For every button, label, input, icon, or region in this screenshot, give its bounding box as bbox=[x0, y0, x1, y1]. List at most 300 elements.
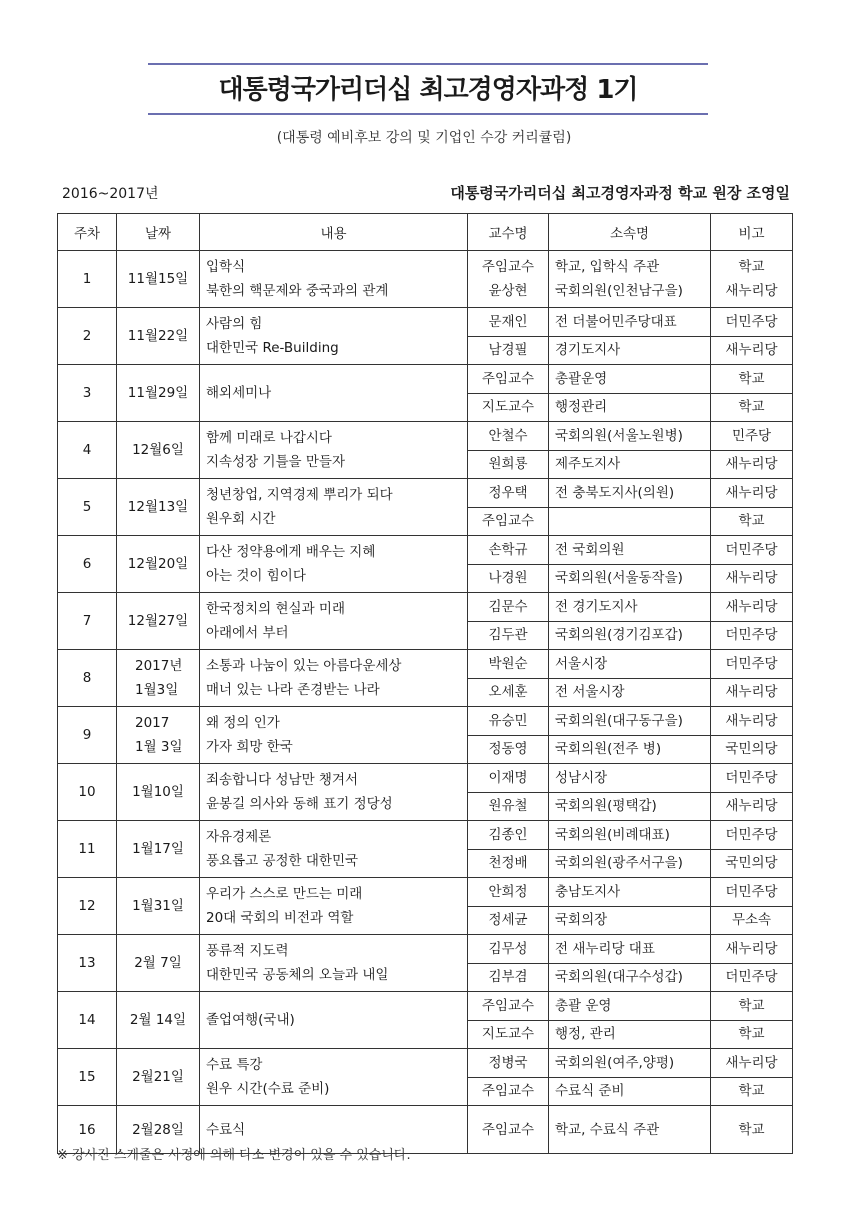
table-row bbox=[58, 593, 793, 622]
cell-line: 전 새누리당 대표 bbox=[555, 940, 655, 957]
header-row bbox=[58, 214, 793, 251]
cell-line: 주임교수 bbox=[481, 997, 535, 1014]
week-number: 16 bbox=[58, 1106, 117, 1154]
professor-cell bbox=[468, 849, 549, 878]
cell-line: 1월3일 bbox=[135, 682, 179, 698]
affiliation-cell bbox=[549, 992, 711, 1021]
affiliation-cell bbox=[549, 678, 711, 707]
cell-line: 학교, 입학식 주관 bbox=[555, 259, 660, 275]
cell-line: 국회의원(비례대표) bbox=[555, 826, 670, 843]
cell-line: 김두관 bbox=[488, 627, 528, 644]
affiliation-cell bbox=[549, 365, 711, 394]
cell-line: 지도교수 bbox=[481, 399, 535, 416]
cell-line: 수료식 bbox=[206, 1121, 246, 1138]
week-number: 15 bbox=[58, 1049, 117, 1106]
cell-line: 국회의원(광주서구을) bbox=[555, 855, 683, 872]
cell-line: 학교 bbox=[738, 399, 765, 416]
affiliation-cell bbox=[549, 821, 711, 850]
affiliation-cell bbox=[549, 422, 711, 451]
week-date bbox=[117, 593, 200, 650]
cell-line: 국회의원(대구동구을) bbox=[555, 712, 683, 729]
week-date bbox=[117, 821, 200, 878]
col-header-note: 비고 bbox=[711, 214, 793, 251]
table-row bbox=[58, 764, 793, 793]
note-cell bbox=[711, 308, 793, 337]
cell-line: 한국정치의 현실과 미래 bbox=[206, 601, 345, 617]
cell-line: 12월20일 bbox=[127, 556, 189, 572]
week-number: 14 bbox=[58, 992, 117, 1049]
title-rule-top bbox=[148, 63, 708, 65]
affiliation-cell bbox=[549, 479, 711, 508]
professor-cell bbox=[468, 735, 549, 764]
cell-line: 정우택 bbox=[488, 484, 528, 501]
cell-line: 국회의원(서울노원병) bbox=[555, 427, 683, 444]
table-row bbox=[58, 707, 793, 736]
cell-line: 김문수 bbox=[488, 598, 528, 615]
professor-cell bbox=[468, 1049, 549, 1078]
affiliation-cell bbox=[549, 963, 711, 992]
cell-line: 박원순 bbox=[488, 655, 528, 672]
cell-line: 졸업여행(국내) bbox=[206, 1012, 295, 1028]
professor-cell bbox=[468, 650, 549, 679]
cell-line: 전 국회의원 bbox=[555, 541, 625, 558]
cell-line: 정동영 bbox=[488, 741, 528, 758]
cell-line: 매너 있는 나라 존경받는 나라 bbox=[206, 682, 380, 698]
affiliation-cell bbox=[549, 735, 711, 764]
table-row bbox=[58, 650, 793, 679]
cell-line: 주임교수 bbox=[481, 370, 535, 387]
cell-line: 성남시장 bbox=[555, 769, 608, 786]
cell-line: 새누리당 bbox=[725, 598, 778, 615]
affiliation-cell bbox=[549, 593, 711, 622]
note-cell bbox=[711, 593, 793, 622]
week-date bbox=[117, 365, 200, 422]
professor-cell bbox=[468, 336, 549, 365]
cell-line: 윤봉길 의사와 동해 표기 정당성 bbox=[206, 796, 393, 812]
cell-line: 2월21일 bbox=[132, 1069, 184, 1085]
program-year: 2016~2017년 bbox=[62, 186, 159, 202]
affiliation-cell bbox=[549, 1077, 711, 1106]
cell-line: 새누리당 bbox=[725, 712, 778, 729]
cell-line: 1월31일 bbox=[132, 898, 184, 914]
professor-cell bbox=[468, 365, 549, 394]
note-cell bbox=[711, 992, 793, 1021]
cell-line: 경기도지사 bbox=[555, 342, 621, 359]
cell-line: 풍요롭고 공정한 대한민국 bbox=[206, 853, 359, 869]
note-cell bbox=[711, 536, 793, 565]
cell-line: 국회의원(대구수성갑) bbox=[555, 969, 683, 986]
col-header-week: 주차 bbox=[58, 214, 117, 251]
cell-line: 윤상현 bbox=[488, 283, 528, 299]
professor-cell bbox=[468, 422, 549, 451]
table-row bbox=[58, 479, 793, 508]
professor-cell bbox=[468, 536, 549, 565]
professor-cell bbox=[468, 450, 549, 479]
cell-line: 11월22일 bbox=[127, 328, 189, 344]
note-cell bbox=[711, 764, 793, 793]
note-cell bbox=[711, 1106, 793, 1154]
schedule-body bbox=[58, 251, 793, 1154]
week-number: 8 bbox=[58, 650, 117, 707]
cell-line: 국회의원(전주 병) bbox=[555, 741, 662, 758]
cell-line: 이재명 bbox=[488, 769, 528, 786]
cell-line: 더민주당 bbox=[725, 883, 778, 900]
week-date bbox=[117, 707, 200, 764]
cell-line: 국회의원(평택갑) bbox=[555, 798, 657, 815]
affiliation-cell bbox=[549, 251, 711, 308]
cell-line: 김부겸 bbox=[488, 969, 528, 986]
cell-line: 원우회 시간 bbox=[206, 511, 276, 527]
cell-line: 더민주당 bbox=[725, 313, 778, 330]
cell-line: 주임교수 bbox=[481, 513, 535, 530]
cell-line: 김종인 bbox=[488, 826, 528, 843]
week-date bbox=[117, 992, 200, 1049]
cell-line: 수료 특강 bbox=[206, 1057, 263, 1073]
cell-line: 해외세미나 bbox=[206, 385, 272, 401]
cell-line: 입학식 bbox=[206, 259, 246, 275]
note-cell bbox=[711, 422, 793, 451]
cell-line: 1월17일 bbox=[132, 841, 184, 857]
cell-line: 오세훈 bbox=[488, 684, 528, 701]
cell-line: 더민주당 bbox=[725, 969, 778, 986]
week-date bbox=[117, 878, 200, 935]
week-date bbox=[117, 536, 200, 593]
cell-line: 학교 bbox=[738, 1121, 765, 1138]
professor-cell bbox=[468, 963, 549, 992]
week-content bbox=[200, 536, 468, 593]
cell-line: 북한의 핵문제와 중국과의 관계 bbox=[206, 283, 389, 299]
cell-line: 전 더불어민주당대표 bbox=[555, 313, 677, 330]
principal-line: 대통령국가리더십 최고경영자과정 학교 원장 조영일 bbox=[450, 184, 790, 202]
cell-line: 더민주당 bbox=[725, 769, 778, 786]
week-content bbox=[200, 764, 468, 821]
affiliation-cell bbox=[549, 336, 711, 365]
cell-line: 2017 bbox=[135, 715, 170, 731]
cell-line: 지속성장 기틀을 만들자 bbox=[206, 454, 345, 470]
professor-cell bbox=[468, 821, 549, 850]
cell-line: 학교 bbox=[738, 997, 765, 1014]
cell-line: 가자 희망 한국 bbox=[206, 739, 293, 755]
affiliation-cell bbox=[549, 1020, 711, 1049]
cell-line: 전 경기도지사 bbox=[555, 598, 638, 615]
week-number: 12 bbox=[58, 878, 117, 935]
note-cell bbox=[711, 650, 793, 679]
professor-cell bbox=[468, 764, 549, 793]
week-number: 7 bbox=[58, 593, 117, 650]
cell-line: 새누리당 bbox=[725, 1054, 778, 1071]
page-subtitle: (대통령 예비후보 강의 및 기업인 수강 커리큘럼) bbox=[276, 130, 572, 146]
week-content bbox=[200, 707, 468, 764]
cell-line: 국민의당 bbox=[725, 741, 778, 758]
week-number: 4 bbox=[58, 422, 117, 479]
cell-line: 11월29일 bbox=[127, 385, 189, 401]
affiliation-cell bbox=[549, 1106, 711, 1154]
professor-cell bbox=[468, 507, 549, 536]
note-cell bbox=[711, 849, 793, 878]
professor-cell bbox=[468, 1020, 549, 1049]
page-title: 대통령국가리더십 최고경영자과정 1기 bbox=[218, 75, 638, 105]
cell-line: 국회의원(여주,양평) bbox=[555, 1054, 675, 1071]
schedule-table bbox=[57, 213, 793, 1154]
cell-line: 12월6일 bbox=[132, 442, 184, 458]
cell-line: 제주도지사 bbox=[555, 456, 621, 473]
footnote: ※ 강사진 스케줄은 사정에 의해 다소 변경이 있을 수 있습니다. bbox=[57, 1148, 411, 1163]
week-date bbox=[117, 1049, 200, 1106]
cell-line: 국회의원(서울동작을) bbox=[555, 570, 683, 587]
professor-cell bbox=[468, 678, 549, 707]
note-cell bbox=[711, 1077, 793, 1106]
cell-line: 11월15일 bbox=[127, 271, 189, 287]
professor-cell bbox=[468, 878, 549, 907]
cell-line: 풍류적 지도력 bbox=[206, 943, 289, 959]
col-header-content: 내용 bbox=[200, 214, 468, 251]
affiliation-cell bbox=[549, 621, 711, 650]
professor-cell bbox=[468, 251, 549, 308]
cell-line: 2월 14일 bbox=[129, 1012, 187, 1028]
cell-line: 12월13일 bbox=[127, 499, 189, 515]
cell-line: 새누리당 bbox=[725, 484, 778, 501]
cell-line: 학교 bbox=[738, 1083, 765, 1100]
table-row bbox=[58, 878, 793, 907]
affiliation-cell bbox=[549, 764, 711, 793]
affiliation-cell bbox=[549, 1049, 711, 1078]
cell-line: 더민주당 bbox=[725, 826, 778, 843]
cell-line: 다산 정약용에게 배우는 지혜 bbox=[206, 544, 376, 560]
table-row bbox=[58, 935, 793, 964]
note-cell bbox=[711, 336, 793, 365]
professor-cell bbox=[468, 564, 549, 593]
week-date bbox=[117, 650, 200, 707]
professor-cell bbox=[468, 792, 549, 821]
week-content bbox=[200, 251, 468, 308]
cell-line: 새누리당 bbox=[725, 684, 778, 701]
week-date bbox=[117, 764, 200, 821]
cell-line: 김무성 bbox=[488, 940, 528, 957]
title-rule-bottom bbox=[148, 113, 708, 115]
professor-cell bbox=[468, 1106, 549, 1154]
affiliation-cell bbox=[549, 792, 711, 821]
table-row bbox=[58, 992, 793, 1021]
note-cell bbox=[711, 735, 793, 764]
cell-line: 천정배 bbox=[488, 855, 528, 872]
week-number: 11 bbox=[58, 821, 117, 878]
cell-line: 학교 bbox=[738, 1026, 765, 1043]
table-row bbox=[58, 1049, 793, 1078]
cell-line: 국회의장 bbox=[555, 912, 608, 929]
week-date bbox=[117, 935, 200, 992]
cell-line: 정병국 bbox=[488, 1054, 528, 1071]
week-content bbox=[200, 935, 468, 992]
cell-line: 2월 7일 bbox=[134, 955, 182, 971]
cell-line: 문재인 bbox=[488, 313, 528, 330]
cell-line: 충남도지사 bbox=[555, 883, 621, 900]
cell-line: 주임교수 bbox=[481, 1121, 535, 1138]
week-content bbox=[200, 1049, 468, 1106]
affiliation-cell bbox=[549, 707, 711, 736]
professor-cell bbox=[468, 308, 549, 337]
cell-line: 왜 정의 인가 bbox=[206, 715, 280, 731]
cell-line: 소통과 나눔이 있는 아름다운세상 bbox=[206, 658, 402, 674]
note-cell bbox=[711, 878, 793, 907]
cell-line: 지도교수 bbox=[481, 1026, 535, 1043]
note-cell bbox=[711, 621, 793, 650]
week-content bbox=[200, 593, 468, 650]
week-content bbox=[200, 365, 468, 422]
cell-line: 나경원 bbox=[488, 570, 528, 587]
week-number: 13 bbox=[58, 935, 117, 992]
col-header-date: 날짜 bbox=[117, 214, 200, 251]
note-cell bbox=[711, 906, 793, 935]
cell-line: 새누리당 bbox=[725, 570, 778, 587]
note-cell bbox=[711, 365, 793, 394]
cell-line: 새누리당 bbox=[725, 798, 778, 815]
week-content bbox=[200, 992, 468, 1049]
col-header-affiliation: 소속명 bbox=[549, 214, 711, 251]
cell-line: 정세균 bbox=[488, 912, 528, 929]
week-number: 2 bbox=[58, 308, 117, 365]
table-row bbox=[58, 536, 793, 565]
week-number: 6 bbox=[58, 536, 117, 593]
cell-line: 행정관리 bbox=[555, 399, 608, 416]
week-number: 3 bbox=[58, 365, 117, 422]
table-row bbox=[58, 365, 793, 394]
cell-line: 주임교수 bbox=[481, 1083, 535, 1100]
professor-cell bbox=[468, 992, 549, 1021]
cell-line: 아는 것이 힘이다 bbox=[206, 568, 306, 584]
cell-line: 더민주당 bbox=[725, 627, 778, 644]
cell-line: 청년창업, 지역경제 뿌리가 되다 bbox=[206, 487, 393, 503]
table-row bbox=[58, 308, 793, 337]
week-number: 9 bbox=[58, 707, 117, 764]
cell-line: 국민의당 bbox=[725, 855, 778, 872]
cell-line: 행정, 관리 bbox=[555, 1026, 616, 1043]
cell-line: 새누리당 bbox=[725, 342, 778, 359]
professor-cell bbox=[468, 906, 549, 935]
cell-line: 새누리당 bbox=[725, 283, 778, 299]
cell-line: 전 충북도지사(의원) bbox=[555, 484, 675, 501]
note-cell bbox=[711, 963, 793, 992]
week-content bbox=[200, 422, 468, 479]
cell-line: 새누리당 bbox=[725, 940, 778, 957]
note-cell bbox=[711, 507, 793, 536]
week-number: 5 bbox=[58, 479, 117, 536]
cell-line: 더민주당 bbox=[725, 541, 778, 558]
week-content bbox=[200, 821, 468, 878]
week-date bbox=[117, 251, 200, 308]
week-content bbox=[200, 479, 468, 536]
note-cell bbox=[711, 678, 793, 707]
cell-line: 안희정 bbox=[488, 883, 528, 900]
cell-line: 1월10일 bbox=[132, 784, 184, 800]
affiliation-cell bbox=[549, 564, 711, 593]
cell-line: 총괄 운영 bbox=[555, 997, 612, 1014]
cell-line: 대한민국 공동체의 오늘과 내일 bbox=[206, 967, 389, 983]
note-cell bbox=[711, 450, 793, 479]
cell-line: 죄송합니다 성남만 챙겨서 bbox=[206, 772, 359, 788]
cell-line: 2월28일 bbox=[132, 1121, 184, 1138]
note-cell bbox=[711, 792, 793, 821]
affiliation-cell bbox=[549, 849, 711, 878]
week-number: 1 bbox=[58, 251, 117, 308]
affiliation-cell bbox=[549, 650, 711, 679]
professor-cell bbox=[468, 1077, 549, 1106]
cell-line: 무소속 bbox=[731, 912, 772, 929]
table-row bbox=[58, 251, 793, 308]
table-row bbox=[58, 821, 793, 850]
col-header-professor: 교수명 bbox=[468, 214, 549, 251]
cell-line: 민주당 bbox=[731, 427, 772, 444]
cell-line: 전 서울시장 bbox=[555, 684, 625, 701]
professor-cell bbox=[468, 621, 549, 650]
affiliation-cell bbox=[549, 536, 711, 565]
note-cell bbox=[711, 821, 793, 850]
affiliation-cell bbox=[549, 308, 711, 337]
professor-cell bbox=[468, 479, 549, 508]
note-cell bbox=[711, 1020, 793, 1049]
cell-line: 학교 bbox=[738, 370, 765, 387]
cell-line: 자유경제론 bbox=[206, 829, 272, 845]
cell-line: 국회의원(경기김포갑) bbox=[555, 627, 683, 644]
cell-line: 사람의 힘 bbox=[206, 316, 263, 332]
cell-line: 수료식 준비 bbox=[555, 1083, 625, 1100]
affiliation-cell bbox=[549, 450, 711, 479]
cell-line: 원우 시간(수료 준비) bbox=[206, 1081, 330, 1097]
week-number: 10 bbox=[58, 764, 117, 821]
professor-cell bbox=[468, 593, 549, 622]
note-cell bbox=[711, 935, 793, 964]
cell-line: 학교, 수료식 주관 bbox=[555, 1121, 660, 1138]
cell-line: 주임교수 bbox=[481, 259, 535, 275]
cell-line: 학교 bbox=[738, 259, 765, 275]
affiliation-cell bbox=[549, 935, 711, 964]
cell-line: 2017년 bbox=[135, 658, 183, 674]
note-cell bbox=[711, 479, 793, 508]
cell-line: 유승민 bbox=[488, 712, 528, 729]
affiliation-cell bbox=[549, 906, 711, 935]
professor-cell bbox=[468, 707, 549, 736]
week-content bbox=[200, 878, 468, 935]
week-date bbox=[117, 479, 200, 536]
note-cell bbox=[711, 1049, 793, 1078]
affiliation-cell bbox=[549, 393, 711, 422]
cell-line: 남경필 bbox=[488, 342, 528, 359]
cell-line: 12월27일 bbox=[127, 613, 189, 629]
cell-line: 대한민국 Re-Building bbox=[206, 340, 339, 356]
cell-line: 안철수 bbox=[488, 427, 528, 444]
cell-line: 원희룡 bbox=[488, 456, 528, 473]
affiliation-cell bbox=[549, 507, 711, 536]
table-row bbox=[58, 422, 793, 451]
cell-line: 더민주당 bbox=[725, 655, 778, 672]
cell-line: 서울시장 bbox=[555, 655, 608, 672]
professor-cell bbox=[468, 935, 549, 964]
professor-cell bbox=[468, 393, 549, 422]
cell-line: 국회의원(인천남구을) bbox=[555, 283, 683, 299]
cell-line: 학교 bbox=[738, 513, 765, 530]
cell-line: 20대 국회의 비전과 역할 bbox=[206, 910, 354, 926]
note-cell bbox=[711, 393, 793, 422]
cell-line: 원유철 bbox=[488, 798, 528, 815]
note-cell bbox=[711, 564, 793, 593]
week-date bbox=[117, 308, 200, 365]
week-date bbox=[117, 422, 200, 479]
cell-line: 1월 3일 bbox=[135, 739, 183, 755]
cell-line: 우리가 스스로 만드는 미래 bbox=[206, 886, 363, 902]
affiliation-cell bbox=[549, 878, 711, 907]
cell-line: 손학규 bbox=[488, 541, 528, 558]
week-content bbox=[200, 308, 468, 365]
cell-line: 함께 미래로 나갑시다 bbox=[206, 430, 332, 446]
